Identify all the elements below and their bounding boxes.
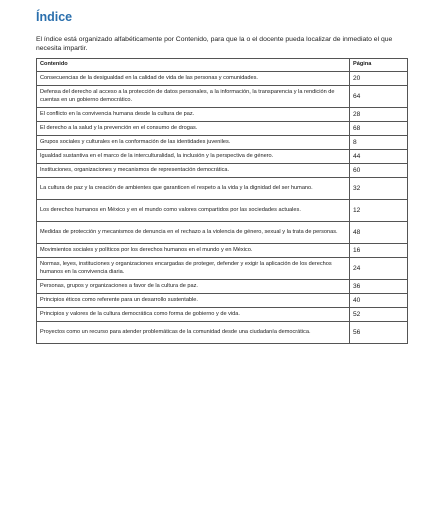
row-contenido: Los derechos humanos en México y en el mundo como valores compartidos por las sociedades actuales. (37, 200, 350, 222)
row-pagina: 32 (350, 178, 408, 200)
row-pagina: 64 (350, 86, 408, 108)
table-row (37, 322, 408, 344)
table-header-row (37, 59, 408, 72)
table-row (37, 200, 408, 222)
row-pagina: 48 (350, 222, 408, 244)
row-pagina: 12 (350, 200, 408, 222)
row-pagina: 68 (350, 122, 408, 136)
row-pagina: 60 (350, 164, 408, 178)
table-row (37, 308, 408, 322)
row-pagina: 44 (350, 150, 408, 164)
row-contenido: Medidas de protección y mecanismos de denuncia en el rechazo a la violencia de género, sexual y la trata de personas. (37, 222, 350, 244)
table-row (37, 72, 408, 86)
table-row (37, 164, 408, 178)
table-row (37, 258, 408, 280)
row-pagina: 16 (350, 244, 408, 258)
row-contenido: El derecho a la salud y la prevención en el consumo de drogas. (37, 122, 350, 136)
index-table (36, 58, 408, 344)
table-row (37, 150, 408, 164)
table-row (37, 294, 408, 308)
row-contenido: Igualdad sustantiva en el marco de la interculturalidad, la inclusión y la perspectiva de género. (37, 150, 350, 164)
row-contenido: Instituciones, organizaciones y mecanismos de representación democrática. (37, 164, 350, 178)
header-pagina: Página (350, 59, 408, 72)
row-pagina: 8 (350, 136, 408, 150)
row-contenido: Grupos sociales y culturales en la conformación de las identidades juveniles. (37, 136, 350, 150)
row-contenido: La cultura de paz y la creación de ambientes que garanticen el respeto a la vida y la dignidad del ser humano. (37, 178, 350, 200)
row-pagina: 28 (350, 108, 408, 122)
row-pagina: 20 (350, 72, 408, 86)
row-contenido: Personas, grupos y organizaciones a favor de la cultura de paz. (37, 280, 350, 294)
row-pagina: 24 (350, 258, 408, 280)
row-contenido: Consecuencias de la desigualdad en la calidad de vida de las personas y comunidades. (37, 72, 350, 86)
table-row (37, 108, 408, 122)
row-pagina: 52 (350, 308, 408, 322)
row-contenido: Normas, leyes, instituciones y organizaciones encargadas de proteger, defender y exigir la aplicación de los derechos humanos en la convivencia diaria. (37, 258, 350, 280)
table-row (37, 280, 408, 294)
row-pagina: 40 (350, 294, 408, 308)
row-contenido: Principios y valores de la cultura democrática como forma de gobierno y de vida. (37, 308, 350, 322)
table-row (37, 136, 408, 150)
row-contenido: Defensa del derecho al acceso a la protección de datos personales, a la información, la transparencia y la rendición de cuentas en un gobierno democrático. (37, 86, 350, 108)
table-row (37, 222, 408, 244)
page-title: Índice (36, 10, 73, 24)
header-contenido: Contenido (37, 59, 350, 72)
row-contenido: El conflicto en la convivencia humana desde la cultura de paz. (37, 108, 350, 122)
index-page (36, 10, 412, 344)
row-contenido: Proyectos como un recurso para atender problemáticas de la comunidad desde una ciudadanía democrática. (37, 322, 350, 344)
intro-paragraph: El índice está organizado alfabéticamente por Contenido, para que la o el docente pueda localizar de inmediato el que necesita impartir. (36, 36, 393, 52)
row-contenido: Principios éticos como referente para un desarrollo sustentable. (37, 294, 350, 308)
row-contenido: Movimientos sociales y políticos por los derechos humanos en el mundo y en México. (37, 244, 350, 258)
row-pagina: 56 (350, 322, 408, 344)
table-row (37, 178, 408, 200)
table-row (37, 86, 408, 108)
table-row (37, 244, 408, 258)
row-pagina: 36 (350, 280, 408, 294)
table-row (37, 122, 408, 136)
